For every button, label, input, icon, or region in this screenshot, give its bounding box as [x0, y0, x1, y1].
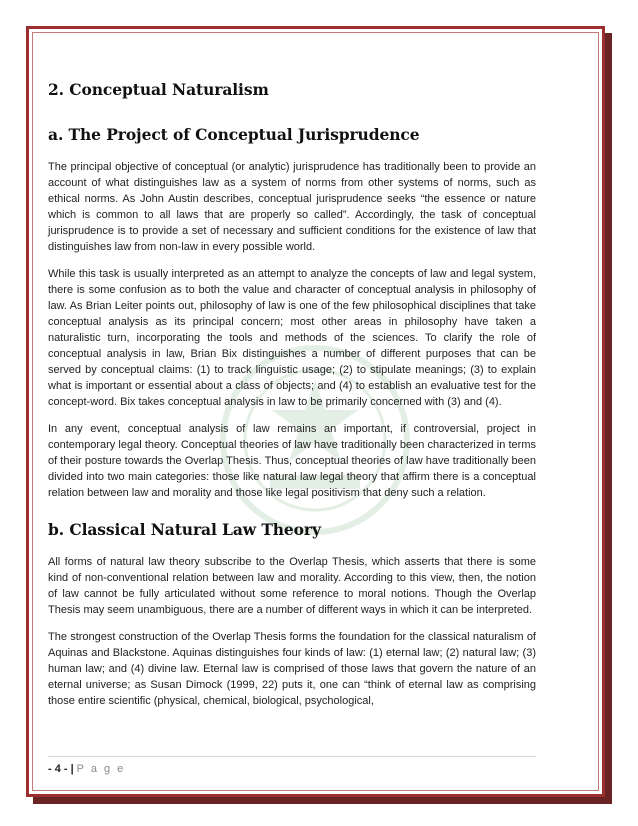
footer-divider	[48, 756, 536, 757]
footer-separator: |	[70, 763, 74, 775]
document-body	[48, 55, 536, 709]
section-title: 2. Conceptual Naturalism	[48, 80, 269, 99]
paragraph: In any event, conceptual analysis of law remains an important, if controversial, project in contemporary legal theory. Conceptual theories of law have traditionally been characterized in terms of their posture towards the Overlap Thesis. Thus, conceptual theories of law have traditionally been divided into two main categories: those like natural law legal theory that affirm there is a conceptual relation between law and morality and those like legal positivism that deny such a relation.	[48, 423, 536, 499]
paragraph: While this task is usually interpreted as an attempt to analyze the concepts of law and legal system, there is some confusion as to both the value and character of conceptual analysis in philosophy of law. As Brian Leiter points out, philosophy of law is one of the few philosophical disciplines that take conceptual analysis as its principal concern; most other areas in philosophy have taken a naturalistic turn, incorporating the tools and methods of the sciences. To clarify the role of conceptual analysis in law, Brian Bix distinguishes a number of different purposes that can be served by conceptual claims: (1) to track linguistic usage; (2) to stipulate meanings; (3) to explain what is important or essential about a class of objects; and (4) to establish an evaluative test for the concept-word. Bix takes conceptual analysis in law to be primarily concerned with (3) and (4).	[48, 268, 536, 408]
page-label: P a g e	[76, 763, 126, 775]
page-number: - 4 -	[48, 763, 68, 775]
paragraph: All forms of natural law theory subscribe to the Overlap Thesis, which asserts that there is some kind of non-conventional relation between law and morality. According to this view, then, the notion of law cannot be fully articulated without some reference to moral notions. Though the Overlap Thesis may seem unambiguous, there are a number of different ways in which it can be interpreted.	[48, 556, 536, 616]
subsection-b-title: b. Classical Natural Law Theory	[48, 520, 321, 539]
paragraph: The principal objective of conceptual (or analytic) jurisprudence has traditionally been to provide an account of what distinguishes law as a system of norms from other systems of norms, such as ethical norms. As John Austin describes, conceptual jurisprudence seeks “the essence or nature which is common to all laws that are properly so called”. Accordingly, the task of conceptual jurisprudence is to provide a set of necessary and sufficient conditions for the existence of law that distinguishes law from non-law in every possible world.	[48, 161, 536, 253]
subsection-a-title: a. The Project of Conceptual Jurisprudence	[48, 125, 420, 144]
page-footer	[48, 762, 125, 776]
paragraph: The strongest construction of the Overlap Thesis forms the foundation for the classical naturalism of Aquinas and Blackstone. Aquinas distinguishes four kinds of law: (1) eternal law; (2) natural law; (3) human law; and (4) divine law. Eternal law is comprised of those laws that govern the nature of an eternal universe; as Susan Dimock (1999, 22) puts it, one can “think of eternal law as comprising those entire scientific (physical, chemical, biological, psychological,	[48, 631, 536, 707]
